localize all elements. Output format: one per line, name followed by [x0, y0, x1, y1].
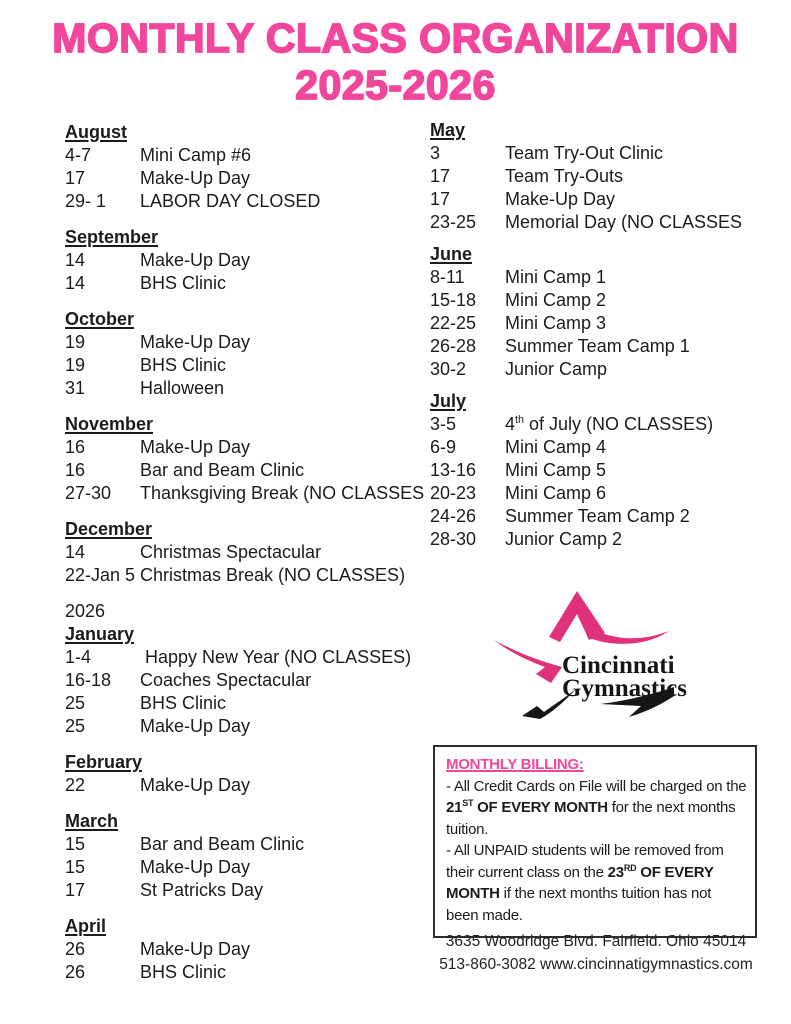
schedule-row [65, 354, 437, 377]
month-heading: January [65, 624, 135, 644]
month-heading: May [430, 120, 466, 140]
schedule-row [65, 856, 437, 879]
event-label: BHS Clinic [140, 273, 227, 293]
event-label: Make-Up Day [140, 775, 251, 795]
billing-lines [446, 776, 747, 927]
schedule-row [65, 167, 437, 190]
page-title-line1: MONTHLY CLASS ORGANIZATION [52, 15, 739, 61]
date-range: 3-5 [430, 414, 457, 434]
event-label: Make-Up Day [505, 189, 616, 209]
event-label: Team Try-Out Clinic [505, 143, 664, 163]
event-label: Junior Camp 2 [505, 529, 623, 549]
month-heading: March [65, 811, 119, 831]
schedule-row [65, 879, 437, 902]
month-block-october [65, 308, 437, 400]
schedule-row [65, 436, 437, 459]
text-segment: OF EVERY MONTH [473, 799, 608, 816]
schedule-row [65, 715, 437, 738]
event-label: BHS Clinic [140, 355, 227, 375]
event-label: Make-Up Day [140, 716, 251, 736]
text-segment: 4 [505, 414, 516, 434]
event-label: Make-Up Day [140, 168, 251, 188]
event-label: Memorial Day (NO CLASSES [505, 212, 743, 232]
date-range: 16-18 [65, 670, 112, 690]
event-label: Coaches Spectacular [140, 670, 312, 690]
event-label: Halloween [140, 378, 225, 398]
text-segment: 21 [446, 799, 463, 816]
schedule-row [65, 482, 437, 505]
footer-contact: 513-860-3082 www.cincinnatigymnastics.com [439, 955, 753, 973]
date-range: 31 [65, 378, 86, 398]
month-block-november [65, 413, 437, 505]
schedule-row [65, 692, 437, 715]
month-block-december [65, 518, 437, 587]
date-range: 22-Jan 5 [65, 565, 136, 585]
year-label: 2026 [65, 601, 106, 621]
month-block-april [65, 915, 437, 984]
schedule-row [430, 459, 791, 482]
month-heading: June [430, 244, 473, 264]
schedule-row [65, 938, 437, 961]
month-heading: July [430, 391, 467, 411]
event-label: Bar and Beam Clinic [140, 834, 305, 854]
date-range: 22 [65, 775, 86, 795]
event-label: BHS Clinic [140, 693, 227, 713]
month-heading: February [65, 752, 143, 772]
date-range: 13-16 [430, 460, 477, 480]
date-range: 26-28 [430, 336, 477, 356]
superscript-text: th [515, 414, 525, 426]
date-range: 17 [65, 880, 86, 900]
event-label: St Patricks Day [140, 880, 264, 900]
date-range: 14 [65, 273, 86, 293]
month-block-august [65, 121, 437, 213]
schedule-row [65, 459, 437, 482]
event-label: Bar and Beam Clinic [140, 460, 305, 480]
date-range: 15 [65, 857, 86, 877]
date-range: 19 [65, 332, 86, 352]
schedule-row [65, 144, 437, 167]
event-label: Make-Up Day [140, 437, 251, 457]
date-range: 16 [65, 437, 86, 457]
date-range: 17 [430, 189, 451, 209]
text-segment: - All Credit Cards on File will be charged on the [446, 777, 747, 795]
date-range: 15-18 [430, 290, 477, 310]
month-heading: November [65, 414, 154, 434]
schedule-row [430, 142, 791, 165]
date-range: 8-11 [430, 267, 465, 287]
event-label: Junior Camp [505, 359, 608, 379]
event-label: Mini Camp #6 [140, 145, 252, 165]
schedule-row [65, 961, 437, 984]
event-label: LABOR DAY CLOSED [140, 191, 321, 211]
date-range: 14 [65, 250, 86, 270]
schedule-row [430, 211, 791, 234]
superscript-text: ST [462, 798, 474, 808]
date-range: 27-30 [65, 483, 112, 503]
schedule-row [65, 249, 437, 272]
schedule-right-column [430, 119, 791, 560]
schedule-row [430, 482, 791, 505]
date-range: 6-9 [430, 437, 457, 457]
event-label: Summer Team Camp 2 [505, 506, 690, 526]
schedule-row [65, 377, 437, 400]
text-segment: of July (NO CLASSES) [524, 414, 714, 434]
logo-text-line2: Gymnastics [562, 675, 687, 702]
page-title-line2: 2025-2026 [295, 62, 496, 108]
event-label: Happy New Year (NO CLASSES) [140, 647, 412, 667]
event-label: Mini Camp 2 [505, 290, 607, 310]
event-label: Mini Camp 4 [505, 437, 607, 457]
billing-line [446, 840, 747, 926]
date-range: 19 [65, 355, 86, 375]
page-title [0, 15, 791, 109]
text-segment: for the next months tuition. [446, 799, 736, 838]
date-range: 15 [65, 834, 86, 854]
text-segment: - All UNPAID students will be removed from their current class on the [446, 842, 724, 881]
schedule-row [430, 289, 791, 312]
date-range: 3 [430, 143, 441, 163]
month-block-february [65, 751, 437, 797]
month-block-june [430, 243, 791, 381]
schedule-row [65, 331, 437, 354]
schedule-row [430, 436, 791, 459]
month-heading: December [65, 519, 153, 539]
date-range: 17 [430, 166, 451, 186]
month-heading: October [65, 309, 135, 329]
schedule-row [65, 190, 437, 213]
date-range: 20-23 [430, 483, 477, 503]
schedule-row [430, 528, 791, 551]
schedule-row [430, 165, 791, 188]
superscript-text: RD [623, 862, 637, 873]
billing-box [433, 745, 757, 938]
schedule-row [65, 833, 437, 856]
schedule-row [430, 358, 791, 381]
event-label: Mini Camp 5 [505, 460, 607, 480]
text-segment: if the next months tuition has not been made. [446, 885, 712, 924]
date-range: 26 [65, 962, 86, 982]
month-heading: September [65, 227, 159, 247]
event-label: Make-Up Day [140, 250, 251, 270]
schedule-row [65, 272, 437, 295]
date-range: 30-2 [430, 359, 467, 379]
schedule-row [65, 646, 437, 669]
event-label: Team Try-Outs [505, 166, 624, 186]
event-label: Make-Up Day [140, 857, 251, 877]
schedule-left-column [65, 121, 437, 997]
schedule-row [65, 774, 437, 797]
month-block-march [65, 810, 437, 902]
text-segment: 23 [607, 863, 624, 881]
date-range: 25 [65, 716, 86, 736]
date-range: 22-25 [430, 313, 477, 333]
event-label: Mini Camp 1 [505, 267, 607, 287]
date-range: 14 [65, 542, 86, 562]
month-heading: August [65, 122, 127, 142]
schedule-row [65, 541, 437, 564]
star-logo-icon [488, 583, 728, 733]
billing-line [446, 776, 747, 841]
date-range: 28-30 [430, 529, 477, 549]
event-label: Christmas Break (NO CLASSES) [140, 565, 406, 585]
event-label: Mini Camp 6 [505, 483, 607, 503]
date-range: 26 [65, 939, 86, 959]
schedule-row [430, 335, 791, 358]
billing-heading: MONTHLY BILLING: [446, 756, 584, 773]
schedule-row [65, 669, 437, 692]
event-label: Christmas Spectacular [140, 542, 322, 562]
event-label: Summer Team Camp 1 [505, 336, 690, 356]
event-label: Make-Up Day [140, 939, 251, 959]
date-range: 17 [65, 168, 86, 188]
schedule-row [430, 266, 791, 289]
cincinnati-gymnastics-logo [488, 583, 728, 733]
footer [420, 931, 772, 976]
footer-address: 3635 Woodridge Blvd. Fairfield. Ohio 45014 [445, 933, 747, 950]
event-label: Mini Camp 3 [505, 313, 607, 333]
star-left-arrow-icon [494, 640, 562, 683]
event-label [505, 413, 713, 436]
month-heading: April [65, 916, 107, 936]
schedule-row [430, 413, 791, 436]
date-range: 16 [65, 460, 86, 480]
event-label: BHS Clinic [140, 962, 227, 982]
schedule-row [65, 564, 437, 587]
month-block-september [65, 226, 437, 295]
schedule-row [430, 505, 791, 528]
event-label: Make-Up Day [140, 332, 251, 352]
logo-text-line1: Cincinnati [562, 652, 675, 679]
date-range: 24-26 [430, 506, 477, 526]
date-range: 25 [65, 693, 86, 713]
date-range: 23-25 [430, 212, 477, 232]
month-block-july [430, 390, 791, 551]
month-block-may [430, 119, 791, 234]
event-label: Thanksgiving Break (NO CLASSES [140, 483, 425, 503]
month-block-january [65, 600, 437, 738]
schedule-row [430, 312, 791, 335]
schedule-row [430, 188, 791, 211]
date-range: 4-7 [65, 145, 92, 165]
date-range: 29- 1 [65, 191, 107, 211]
text-segment: OF EVERY MONTH [446, 863, 714, 902]
date-range: 1-4 [65, 647, 92, 667]
